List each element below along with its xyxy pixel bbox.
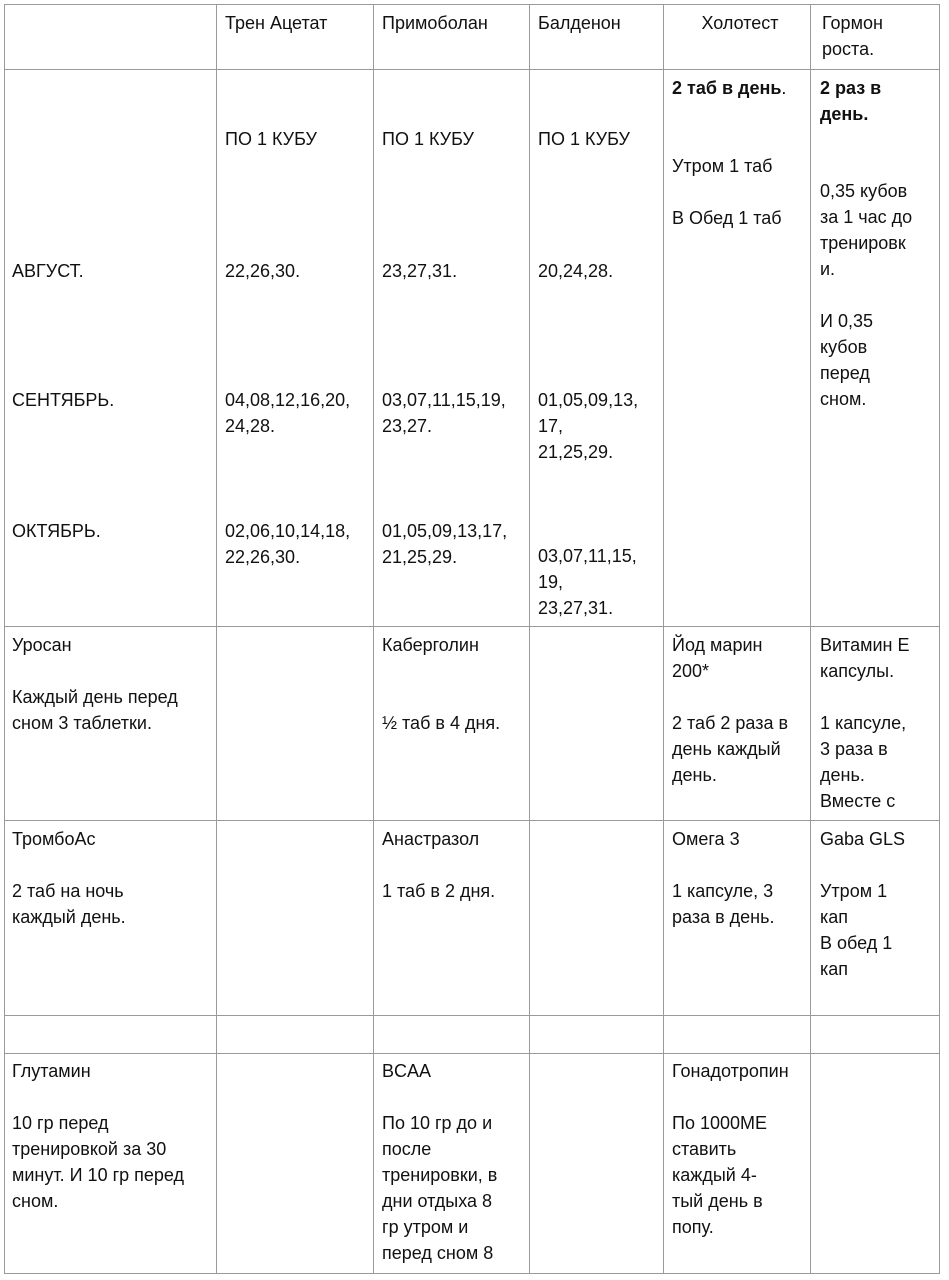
row-divider bbox=[4, 820, 940, 821]
column-divider bbox=[529, 4, 530, 1274]
gonadotropin-cell: Гонадотропин По 1000МЕ ставить каждый 4- тый день в попу. bbox=[672, 1061, 789, 1237]
table-border-right bbox=[939, 4, 940, 1274]
omega-3-cell: Омега 3 1 капсуле, 3 раза в день. bbox=[672, 829, 775, 927]
header-growth-hormone: Гормон роста. bbox=[822, 13, 883, 59]
anastrozole-cell: Анастразол 1 таб в 2 дня. bbox=[382, 829, 496, 901]
dose-tren: ПО 1 КУБУ bbox=[225, 129, 317, 149]
tren-dates-september: 04,08,12,16,20, 24,28. bbox=[225, 390, 351, 436]
primo-dates-october: 01,05,09,13,17, 21,25,29. bbox=[382, 521, 508, 567]
holotest-frequency bbox=[672, 75, 808, 101]
holotest-frequency-dot: . bbox=[781, 78, 787, 98]
gh-frequency: 2 раз в день. bbox=[820, 78, 882, 124]
month-september: СЕНТЯБРЬ. bbox=[12, 390, 115, 410]
tren-dates-august: 22,26,30. bbox=[225, 261, 301, 281]
dose-bold: ПО 1 КУБУ bbox=[538, 129, 630, 149]
urosan-cell: Уросан Каждый день перед сном 3 таблетки. bbox=[12, 635, 178, 733]
row-divider bbox=[4, 69, 940, 70]
bold-dates-october: 03,07,11,15, 19, 23,27,31. bbox=[538, 546, 637, 618]
column-divider bbox=[663, 4, 664, 1274]
table-border-left bbox=[4, 4, 5, 1274]
primo-dates-september: 03,07,11,15,19, 23,27. bbox=[382, 390, 506, 436]
row-divider bbox=[4, 626, 940, 627]
holotest-frequency-bold: 2 таб в день bbox=[672, 78, 782, 98]
bcaa-cell: BCAA По 10 гр до и после тренировки, в дни отдыха 8 гр утром и перед сном 8 bbox=[382, 1061, 498, 1263]
primo-dates-august: 23,27,31. bbox=[382, 261, 458, 281]
header-boldenone: Балденон bbox=[538, 13, 621, 33]
cabergoline-cell: Каберголин ½ таб в 4 дня. bbox=[382, 635, 501, 733]
column-divider bbox=[810, 4, 811, 1274]
iodomarin-cell: Йод марин 200* 2 таб 2 раза в день каждый день. bbox=[672, 635, 789, 785]
table-border-top bbox=[4, 4, 940, 5]
month-october: ОКТЯБРЬ. bbox=[12, 521, 101, 541]
header-tren-acetate: Трен Ацетат bbox=[225, 13, 328, 33]
header-holotest: Холотест bbox=[701, 13, 779, 33]
bold-dates-august: 20,24,28. bbox=[538, 261, 614, 281]
thromboass-cell: ТромбоАс 2 таб на ночь каждый день. bbox=[12, 829, 126, 927]
tren-dates-october: 02,06,10,14,18, 22,26,30. bbox=[225, 521, 351, 567]
month-august: АВГУСТ. bbox=[12, 261, 84, 281]
gh-instructions: 0,35 кубов за 1 час до тренировк и. И 0,35 кубов перед сном. bbox=[820, 181, 913, 409]
column-divider bbox=[373, 4, 374, 1274]
row-divider bbox=[4, 1053, 940, 1054]
gaba-gls-cell: Gaba GLS Утром 1 кап В обед 1 кап bbox=[820, 829, 906, 979]
row-divider bbox=[4, 1015, 940, 1016]
column-divider bbox=[216, 4, 217, 1274]
glutamine-cell: Глутамин 10 гр перед тренировкой за 30 минут. И 10 гр перед сном. bbox=[12, 1061, 185, 1211]
table-border-bottom bbox=[4, 1273, 940, 1274]
vitamin-e-cell: Витамин Е капсулы. 1 капсуле, 3 раза в день. Вместе с bbox=[820, 635, 910, 811]
holotest-instructions: Утром 1 таб В Обед 1 таб bbox=[672, 156, 782, 228]
bold-dates-september: 01,05,09,13, 17, 21,25,29. bbox=[538, 390, 639, 462]
dose-primo: ПО 1 КУБУ bbox=[382, 129, 474, 149]
header-primobolan: Примоболан bbox=[382, 13, 488, 33]
